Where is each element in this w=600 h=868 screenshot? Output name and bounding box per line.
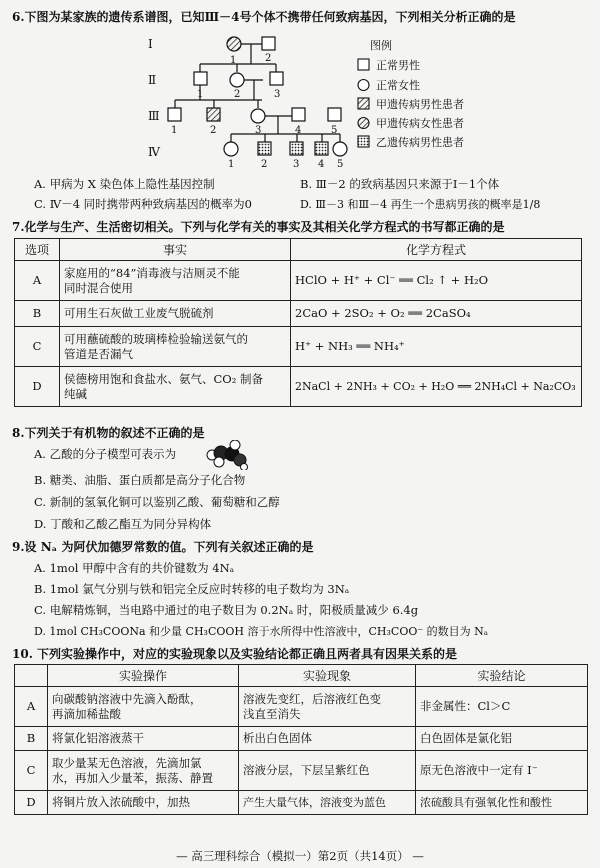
III-1-male <box>168 108 181 121</box>
q7-row-b <box>15 301 582 327</box>
q9-option-b[interactable]: B. 1mol 氯气分别与铁和铝完全反应时转移的电子数均为 3Nₐ <box>34 582 350 596</box>
q9-option-d[interactable]: D. 1mol CH₃COONa 和少量 CH₃COOH 溶于水所得中性溶液中，CH₃COO⁻ 的数目为 Nₐ <box>34 625 489 638</box>
num-I-2: 2 <box>265 53 272 64</box>
q7-header-fact: 事实 <box>60 239 291 261</box>
IV-4-affected-male <box>315 142 328 155</box>
legend-a-female: 甲遗传病女性患者 <box>376 117 464 130</box>
acetic-acid-model-icon <box>204 440 248 470</box>
q10-con-a: 非金属性：Cl＞C <box>416 687 588 727</box>
q6-option-c[interactable]: C. Ⅳ－4 同时携带两种致病基因的概率为0 <box>34 197 252 211</box>
q10-ph-b: 析出白色固体 <box>239 727 416 751</box>
q7-opt-b: B <box>15 301 60 327</box>
IV-1-female <box>224 142 238 156</box>
q7-fact-d-2: 纯碱 <box>64 386 87 401</box>
q7-opt-c: C <box>15 327 60 367</box>
III-2-affected-male <box>207 108 220 121</box>
q10-opt-b: B <box>15 727 48 751</box>
q10-con-d: 浓硫酸具有强氧化性和酸性 <box>416 791 588 815</box>
II-2-female <box>230 73 244 87</box>
num-III-3: 3 <box>255 125 262 136</box>
I-1-affected-female <box>227 37 241 51</box>
III-3-female <box>251 109 265 123</box>
q10-header-phenomenon: 实验现象 <box>239 665 416 687</box>
q7-fact-b: 可用生石灰做工业废气脱硫剂 <box>60 301 291 327</box>
q7-header-option: 选项 <box>15 239 60 261</box>
q10-op-a-2: 再滴加稀盐酸 <box>52 706 121 721</box>
num-IV-1: 1 <box>228 159 235 170</box>
q7-row-a <box>15 261 582 301</box>
num-III-5: 5 <box>331 125 338 136</box>
gen-label-2: Ⅱ <box>148 73 157 87</box>
q7-opt-a: A <box>15 261 60 301</box>
num-IV-5: 5 <box>337 159 344 170</box>
q10-table <box>14 664 588 815</box>
q10-con-c: 原无色溶液中一定有 I⁻ <box>416 751 588 791</box>
q9-stem: 9.设 Nₐ 为阿伏加德罗常数的值。下列有关叙述正确的是 <box>12 540 314 554</box>
q10-op-b: 将氯化铝溶液蒸干 <box>48 727 239 751</box>
III-4-male <box>292 108 305 121</box>
page-footer: — 高三理科综合（模拟一）第2页（共14页） — <box>176 849 424 863</box>
q10-con-b: 白色固体是氯化铝 <box>416 727 588 751</box>
q6-option-d[interactable]: D. Ⅲ－3 和Ⅲ－4 再生一个患病男孩的概率是1/8 <box>300 198 541 211</box>
q10-stem: 10. 下列实验操作中，对应的实验现象以及实验结论都正确且两者具有因果关系的是 <box>12 647 458 661</box>
legend-normal-female: 正常女性 <box>376 79 420 92</box>
legend-normal-male: 正常男性 <box>376 59 420 72</box>
q10-header-blank <box>15 665 48 687</box>
q8-option-d[interactable]: D. 丁酸和乙酸乙酯互为同分异构体 <box>34 517 212 531</box>
q10-op-c-2: 水，再加入少量苯，振荡、静置 <box>52 770 213 785</box>
q10-ph-d: 产生大量气体，溶液变为蓝色 <box>239 791 416 815</box>
q7-fact-d-1: 侯德榜用饱和食盐水、氨气、CO₂ 制备 <box>64 371 263 386</box>
q10-row-c <box>15 751 588 791</box>
q10-op-d: 将铜片放入浓硫酸中，加热 <box>48 791 239 815</box>
q7-fact-a-2: 同时混合使用 <box>64 280 133 295</box>
legend-a-male: 甲遗传病男性患者 <box>376 98 464 111</box>
q8-option-a[interactable]: A. 乙酸的分子模型可表示为 <box>34 447 177 461</box>
q8-stem: 8.下列关于有机物的叙述不正确的是 <box>12 426 205 440</box>
q10-opt-a: A <box>15 687 48 727</box>
q7-stem: 7.化学与生产、生活密切相关。下列与化学有关的事实及其相关化学方程式的书写都正确的是 <box>12 220 505 234</box>
q7-row-c <box>15 327 582 367</box>
q7-fact-a-1: 家庭用的“84”消毒液与洁厕灵不能 <box>64 265 240 280</box>
num-IV-3: 3 <box>293 159 300 170</box>
II-3-male <box>270 72 283 85</box>
q6-option-b[interactable]: B. Ⅲ－2 的致病基因只来源于Ⅰ－1个体 <box>300 177 500 191</box>
I-2-male <box>262 37 275 50</box>
num-III-1: 1 <box>171 125 178 136</box>
q7-row-d <box>15 367 582 407</box>
q10-ph-c: 溶液分层，下层呈紫红色 <box>239 751 416 791</box>
q10-opt-c: C <box>15 751 48 791</box>
III-5-male <box>328 108 341 121</box>
q7-eq-b: 2CaO + 2SO₂ + O₂ ══ 2CaSO₄ <box>291 301 582 327</box>
q10-row-d <box>15 791 588 815</box>
q10-ph-a-2: 浅直至消失 <box>243 706 301 721</box>
num-IV-2: 2 <box>261 159 268 170</box>
q7-eq-d: 2NaCl + 2NH₃ + CO₂ + H₂O ══ 2NH₄Cl + Na₂CO₃ <box>291 367 582 407</box>
gen-label-1: Ⅰ <box>148 37 153 51</box>
q10-op-a-1: 向碳酸钠溶液中先滴入酚酞， <box>52 691 202 706</box>
q6-stem: 6.下图为某家族的遗传系谱图，已知Ⅲ－4号个体不携带任何致病基因，下列相关分析正确的是 <box>12 10 516 24</box>
q9-option-c[interactable]: C. 电解精炼铜，当电路中通过的电子数目为 0.2Nₐ 时，阳极质量减少 6.4g <box>34 603 419 617</box>
num-II-1: 1 <box>197 89 204 100</box>
q8-option-b[interactable]: B. 糖类、油脂、蛋白质都是高分子化合物 <box>34 473 246 487</box>
q10-row-a <box>15 687 588 727</box>
II-1-male <box>194 72 207 85</box>
IV-2-affected-male <box>258 142 271 155</box>
q7-fact-c-2: 管道是否漏气 <box>64 346 133 361</box>
q6-option-a[interactable]: A. 甲病为 X 染色体上隐性基因控制 <box>34 177 215 191</box>
q7-eq-a: HClO + H⁺ + Cl⁻ ══ Cl₂ ↑ + H₂O <box>291 261 582 301</box>
num-III-4: 4 <box>295 125 302 136</box>
legend-b-male: 乙遗传病男性患者 <box>376 136 464 149</box>
gen-label-4: Ⅳ <box>148 145 160 159</box>
q10-row-b <box>15 727 588 751</box>
num-I-1: 1 <box>230 55 237 66</box>
num-IV-4: 4 <box>318 159 325 170</box>
legend-title: 图例 <box>370 39 392 52</box>
q10-op-c-1: 取少量某无色溶液，先滴加氯 <box>52 755 202 770</box>
IV-3-affected-male <box>290 142 303 155</box>
gen-label-3: Ⅲ <box>148 109 160 123</box>
num-II-3: 3 <box>274 89 281 100</box>
q9-option-a[interactable]: A. 1mol 甲醇中含有的共价键数为 4Nₐ <box>34 561 235 575</box>
q10-header-conclusion: 实验结论 <box>416 665 588 687</box>
q10-header-operation: 实验操作 <box>48 665 239 687</box>
IV-5-female <box>333 142 347 156</box>
q7-opt-d: D <box>15 367 60 407</box>
q10-opt-d: D <box>15 791 48 815</box>
q8-option-c[interactable]: C. 新制的氢氧化铜可以鉴别乙酸、葡萄糖和乙醇 <box>34 495 280 509</box>
num-III-2: 2 <box>210 125 217 136</box>
q7-header-equation: 化学方程式 <box>291 239 582 261</box>
q7-eq-c: H⁺ + NH₃ ══ NH₄⁺ <box>291 327 582 367</box>
q7-fact-c-1: 可用蘸硫酸的玻璃棒检验输送氨气的 <box>64 331 248 346</box>
q10-ph-a-1: 溶液先变红，后溶液红色变 <box>243 691 381 706</box>
pedigree-chart <box>0 26 600 191</box>
num-II-2: 2 <box>234 89 241 100</box>
q7-table <box>14 238 582 407</box>
